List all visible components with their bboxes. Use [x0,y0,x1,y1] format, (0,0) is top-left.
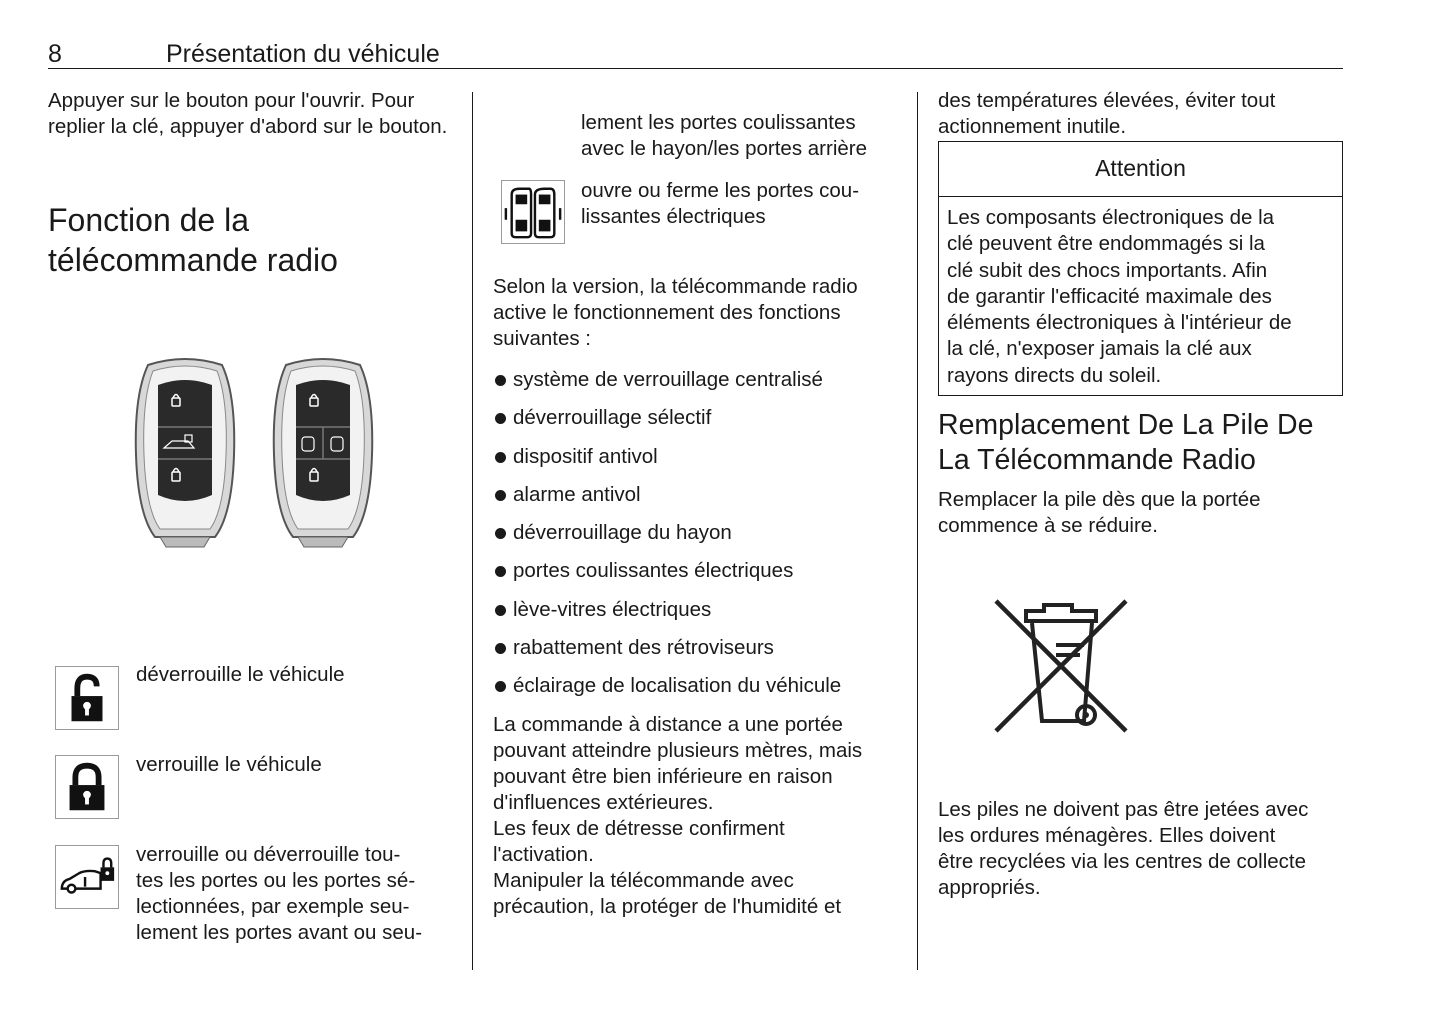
list-item: lève-vitres électriques [493,597,841,635]
attention-title: Attention [939,142,1342,197]
features-list [493,367,841,712]
crossed-out-bin-icon [990,595,1132,737]
column-divider-2 [917,92,918,970]
lock-label: verrouille le véhicule [136,753,322,776]
car-lock-icon [55,845,119,909]
sliding-doors-label: ouvre ou ferme les portes cou- lissantes électriques [581,179,860,228]
section-heading-line2: télécommande radio [48,242,338,278]
list-item: système de verrouillage centralisé [493,367,841,405]
recycle-paragraph: Les piles ne doivent pas être jetées avec les ordures ménagères. Elles doivent être recyclées via les centres de collecte appropriés. [938,798,1309,899]
list-item: dispositif antivol [493,444,841,482]
range-paragraph: La commande à distance a une portée pouvant atteindre plusieurs mètres, mais pouvant être bien inférieure en raison d'influences extérieures. Les feux de détresse confirment l'activation. Manipuler la télécommande avec précaution, la protéger de l'humidité et [493,713,863,918]
col2-continued-text: lement les portes coulissantes avec le hayon/les portes arrière [581,111,868,160]
car-lock-label: verrouille ou déverrouille tou- tes les portes ou les portes sé- lectionnées, par exemple seu- lement les portes avant ou seu- [136,843,423,944]
intro-paragraph: Appuyer sur le bouton pour l'ouvrir. Pour replier la clé, appuyer d'abord sur le bouton. [48,89,448,138]
list-item: rabattement des rétroviseurs [493,635,841,673]
page-header-title: Présentation du véhicule [166,40,440,68]
unlock-label: déverrouille le véhicule [136,663,345,686]
page-number: 8 [48,40,62,68]
attention-box [938,141,1343,396]
list-item: déverrouillage du hayon [493,520,841,558]
list-item: déverrouillage sélectif [493,405,841,443]
unlock-icon [55,666,119,730]
key-fob-image-2 [258,355,388,550]
battery-heading-line1: Remplacement De La Pile De [938,409,1314,441]
list-item: portes coulissantes électriques [493,558,841,596]
key-fob-image-1 [120,355,250,550]
sliding-doors-icon [501,180,565,244]
replace-paragraph: Remplacer la pile dès que la portée commence à se réduire. [938,488,1261,537]
list-item: alarme antivol [493,482,841,520]
attention-body: Les composants électroniques de la clé peuvent être endommagés si la clé subit des chocs importants. Afin de garantir l'efficacité maximale des éléments électroniques à l'intérieur de la clé, n'exposer jamais la clé aux rayons directs du soleil. [947,206,1292,387]
battery-heading-line2: La Télécommande Radio [938,444,1256,476]
column-divider-1 [472,92,473,970]
header-divider [48,68,1343,69]
list-item: éclairage de localisation du véhicule [493,673,841,711]
lock-icon [55,755,119,819]
section-heading-line1: Fonction de la [48,202,250,238]
version-paragraph: Selon la version, la télécommande radio active le fonctionnement des fonctions suivantes : [493,275,858,350]
col3-continued-text: des températures élevées, éviter tout actionnement inutile. [938,89,1276,138]
